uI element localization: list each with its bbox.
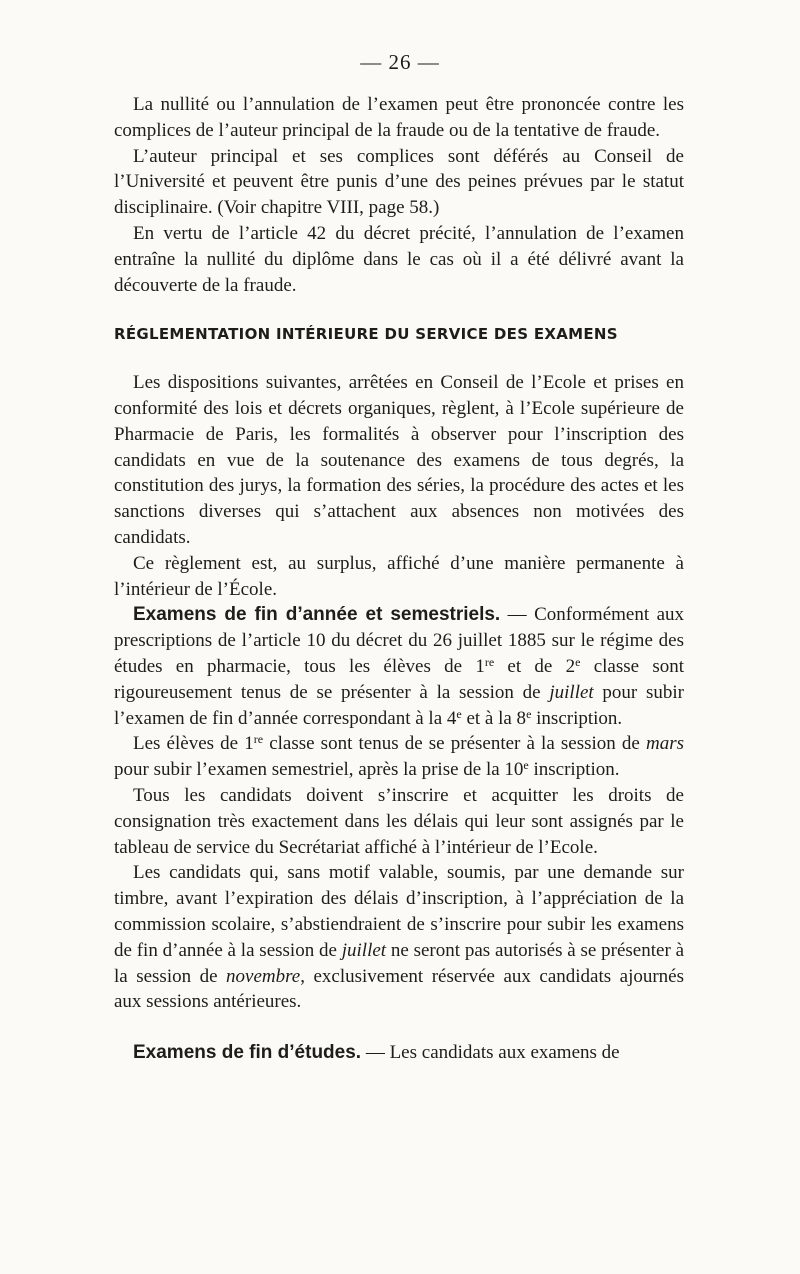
section-heading: RÉGLEMENTATION INTÉRIEURE DU SERVICE DES EXAMENS	[114, 325, 618, 344]
paragraph-decret: En vertu de l’article 42 du décret précité, l’annulation de l’examen entraîne la nullité du diplôme dans le cas où il a été délivré avant la découverte de la fraude.	[114, 222, 684, 296]
paragraph-inscription: Tous les candidats doivent s’inscrire et acquitter les droits de consignation très exactement dans les délais qui leur sont assignés par le tableau de service du Secrétariat affiché à l’intérieur de l’Ecole.	[114, 784, 684, 858]
paragraph-examens-fin-annee: Examens de fin d’année et semestriels. — Conformément aux prescriptions de l’article 10 du décret du 26 juillet 1885 sur le régime des études en pharmacie, tous les élèves de 1re et de 2e classe sont rigoureusement tenus de se présenter à la session de juillet pour subir l’examen de fin d’année correspondant à la 4e et à la 8e inscription.	[114, 604, 685, 729]
paragraph-reglement: Ce règlement est, au surplus, affiché d’une manière permanente à l’intérieur de l’École.	[114, 552, 684, 600]
subheading-fin-etudes: Examens de fin d’études.	[133, 1042, 362, 1064]
paragraph-dispositions: Les dispositions suivantes, arrêtées en Conseil de l’Ecole et prises en conformité des lois et décrets organiques, règlent, à l’Ecole supérieure de Pharmacie de Paris, les formalités à observer pour l’inscription des candidats en vue de la soutenance des examens de tous degrés, la constitution des jurys, la formation des séries, la procédure des actes et les sanctions diverses qui s’attachent aux absences non motivées des candidats.	[114, 372, 684, 548]
paragraph-semestriel: Les élèves de 1re classe sont tenus de se présenter à la session de mars pour subir l’examen semestriel, après la prise de la 10e inscription.	[114, 732, 684, 781]
paragraph-conseil: L’auteur principal et ses complices sont déférés au Conseil de l’Université et peuvent être punis d’une des peines prévues par le statut disciplinaire. (Voir chapitre VIII, page 58.)	[114, 145, 684, 219]
page-number: — 26 —	[360, 50, 440, 74]
subheading-fin-annee: Examens de fin d’année et semestriels.	[133, 604, 501, 626]
paragraph-candidats: Les candidats qui, sans motif valable, soumis, par une demande sur timbre, avant l’expiration des délais d’inscription, à l’appréciation de la commission scolaire, s’abstiendraient de s’inscrire pour subir les examens de fin d’année à la session de juillet ne seront pas autorisés à se présenter à la session de novembre, exclusivement réservée aux candidats ajournés aux sessions antérieures.	[114, 862, 684, 1013]
paragraph-fin-etudes: Examens de fin d’études. — Les candidats aux examens de	[133, 1042, 620, 1064]
page-body	[114, 92, 684, 1066]
paragraph-annulation: La nullité ou l’annulation de l’examen peut être prononcée contre les complices de l’auteur principal de la fraude ou de la tentative de fraude.	[114, 94, 684, 141]
